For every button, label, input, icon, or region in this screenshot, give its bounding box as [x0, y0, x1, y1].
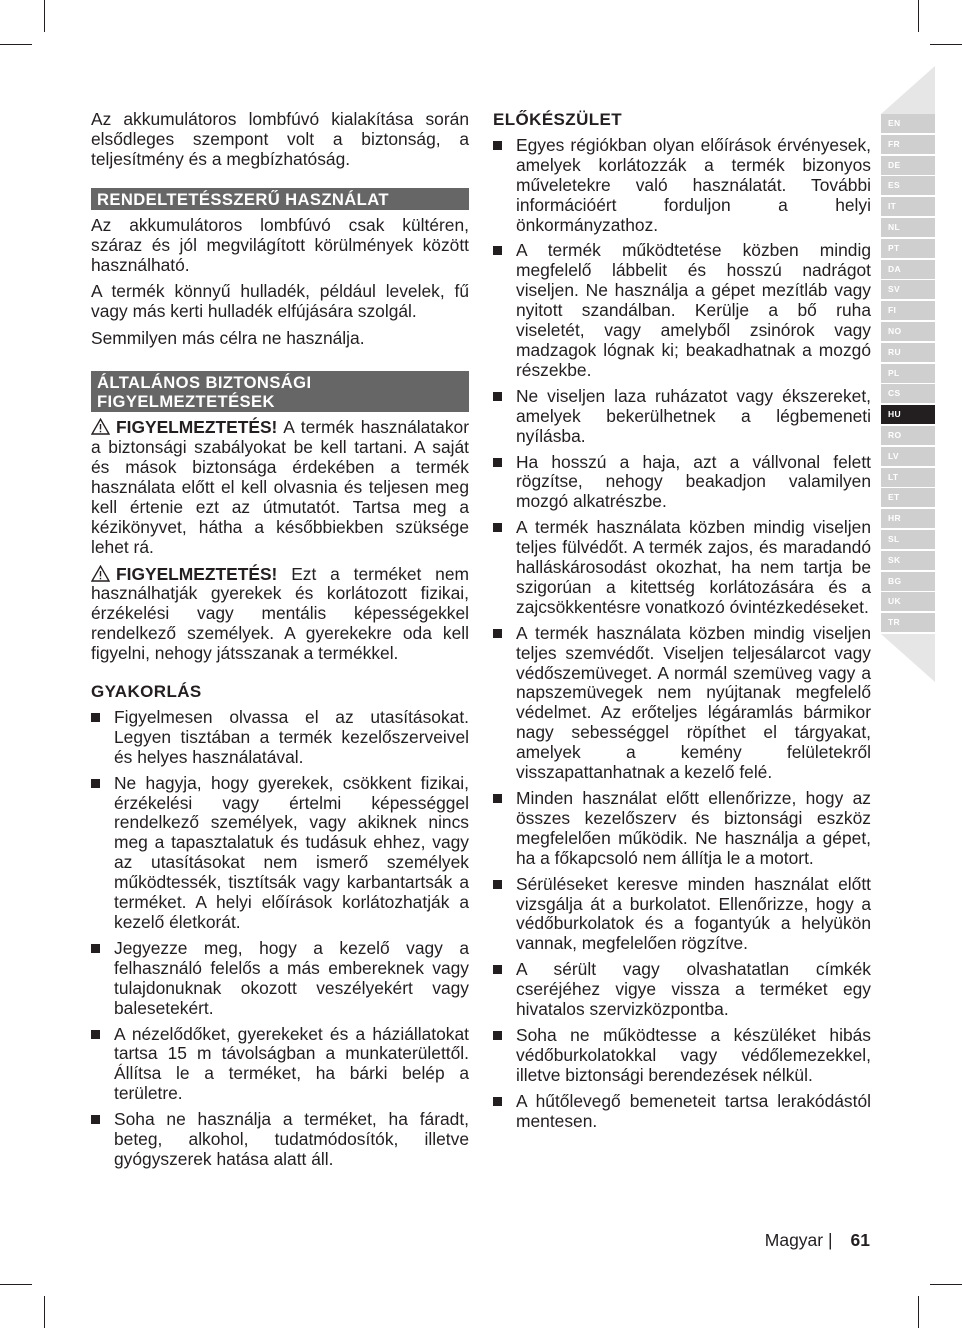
- left-column: [91, 110, 469, 1176]
- intro-paragraph: Az akkumulátoros lombfúvó kialakítása során elsődleges szempont volt a biztonság, a teljesítmény és a megbízhatóság.: [91, 109, 469, 169]
- bullet-square-icon: [91, 713, 100, 722]
- list-item: [91, 1025, 469, 1105]
- language-tab-pt: [881, 239, 935, 258]
- language-tab-label: SK: [888, 554, 901, 565]
- language-tab-sv: [881, 280, 935, 299]
- section-heading-general-safety: [91, 371, 469, 412]
- crop-mark: [930, 44, 962, 45]
- list-item-text: A nézelődőket, gyerekeket és a háziállatokat tartsa 15 m távolságban a munkaterülettől. Állítsa le a terméket, ha bárki belép a területre.: [114, 1023, 469, 1104]
- warning-text: A termék használatakor a biztonsági szabályokat be kell tartani. A saját és mások biztonsága érdekében a termék használata előtt el kell olvasnia és teljesen meg kell értenie ezt az útmutatót. Tartsa meg a kézikönyvet, hátha a későbbiekben szüksége lehet rá.: [91, 417, 469, 557]
- list-item: [493, 518, 871, 618]
- bullet-square-icon: [493, 523, 502, 532]
- list-item: [493, 387, 871, 447]
- language-tab-lt: [881, 468, 935, 487]
- crop-mark: [0, 44, 32, 45]
- bullet-square-icon: [493, 1031, 502, 1040]
- preparation-list: [493, 136, 871, 1132]
- language-tab-ru: [881, 343, 935, 362]
- warning-triangle-icon: [91, 565, 110, 582]
- language-tab-label: PL: [888, 367, 900, 378]
- list-item-text: A termék használata közben mindig viseljen teljes fülvédőt. A termék zajos, és maradandó halláskárosodást okozhat, ha nem tartja be szigorúan a kitettség korlátozására és a zajcsökkentésre vonatkozó óvintézkedéseket.: [516, 517, 871, 617]
- language-tab-label: HU: [888, 409, 901, 420]
- list-item: [493, 624, 871, 783]
- language-tab-hu: [881, 405, 935, 424]
- bullet-square-icon: [493, 794, 502, 803]
- list-item-text: Jegyezze meg, hogy a kezelő vagy a felhasználó felelős a más embereknek vagy tulajdonuknak okozott veszélyekért vagy balesetekért.: [114, 937, 469, 1018]
- paragraph: A termék könnyű hulladék, például levelek, fű vagy más kerti hulladék elfújására szolgál.: [91, 281, 469, 322]
- footer-language: Magyar |: [764, 1230, 833, 1250]
- bullet-square-icon: [493, 392, 502, 401]
- bullet-square-icon: [493, 458, 502, 467]
- crop-mark: [0, 1284, 32, 1285]
- paragraph: Az akkumulátoros lombfúvó csak kültéren, száraz és jól megvilágított körülmények között használható.: [91, 214, 469, 275]
- language-tab-it: [881, 197, 935, 216]
- language-tab-uk: [881, 592, 935, 611]
- bullet-square-icon: [91, 944, 100, 953]
- language-tab-label: FI: [888, 305, 897, 316]
- bullet-square-icon: [493, 141, 502, 150]
- language-tab-nl: [881, 218, 935, 237]
- language-tab-pl: [881, 364, 935, 383]
- heading-line: FIGYELMEZTETÉSEK: [97, 392, 275, 412]
- right-column: [493, 110, 871, 1138]
- language-tab-no: [881, 322, 935, 341]
- language-tab-label: SV: [888, 284, 900, 295]
- list-item-text: Figyelmesen olvassa el az utasításokat. Legyen tisztában a termék kezelőszerveivel és helyes használatával.: [114, 706, 469, 767]
- language-tab-label: IT: [888, 201, 897, 212]
- bullet-square-icon: [493, 246, 502, 255]
- bullet-square-icon: [91, 1115, 100, 1124]
- language-tab-tr: [881, 613, 935, 632]
- language-tab-label: DE: [888, 159, 901, 170]
- list-item-text: A termék működtetése közben mindig megfelelő lábbelit és hosszú nadrágot viseljen. Ne használja a gépet mezítláb vagy nyitott szandálban. Kerülje a bő ruha viseletét, vagy amelyből zsinórok vagy madzagok lógnak ki; beakadhatnak a mozgó részekbe.: [516, 240, 871, 380]
- list-item: [493, 136, 871, 236]
- list-item: [493, 789, 871, 869]
- subheading-training: GYAKORLÁS: [91, 682, 202, 702]
- language-tab-bg: [881, 572, 935, 591]
- section-heading-intended-use: RENDELTETÉSSZERŰ HASZNÁLAT: [91, 188, 469, 210]
- crop-mark: [918, 0, 919, 32]
- list-item: [493, 1026, 871, 1086]
- paragraph: Semmilyen más célra ne használja.: [91, 328, 365, 349]
- list-item: [91, 939, 469, 1019]
- warning-paragraph: [91, 418, 469, 557]
- warning-title: FIGYELMEZTETÉS!: [116, 417, 278, 438]
- language-tab-label: BG: [888, 575, 902, 586]
- list-item: [91, 1110, 469, 1170]
- language-tab-label: PT: [888, 242, 900, 253]
- list-item: [493, 1092, 871, 1132]
- warning-title: FIGYELMEZTETÉS!: [116, 563, 278, 584]
- list-item-text: A termék használata közben mindig viseljen teljes szemvédőt. Viseljen teljesálarcot vagy védőszemüveget. A normál szemüveg vagy a napszemüvegek nem nyújtanak megfelelő védelmet. Az erőteljes légáramlás bármikor nagy sebességgel röpíthet el tárgyakat, amelyek a kemény felületekről visszapattanhatnak a kezelő felé.: [516, 622, 871, 783]
- warning-text: Ezt a terméket nem használhatják gyerekek és korlátozott fizikai, érzékelési vagy mentális képességekkel rendelkező személyek. A gyerekekre oda kell figyelni, nehogy játsszanak a termékkel.: [91, 563, 469, 664]
- language-tab-es: [881, 176, 935, 195]
- language-tab-en: [881, 114, 935, 133]
- language-tab-label: LT: [888, 471, 899, 482]
- list-item-text: Ha hosszú a haja, azt a vállvonal felett rögzítse, nehogy beakadjon valamilyen mozgó alkatrészbe.: [516, 451, 871, 512]
- language-tab-fi: [881, 301, 935, 320]
- language-tab-hr: [881, 509, 935, 528]
- bullet-square-icon: [493, 880, 502, 889]
- language-tab-label: CS: [888, 388, 901, 399]
- tab-triangle-bottom: [881, 634, 935, 682]
- training-list: [91, 708, 469, 1170]
- list-item: [493, 960, 871, 1020]
- language-tab-sl: [881, 530, 935, 549]
- bullet-square-icon: [91, 1030, 100, 1039]
- page-number: 61: [850, 1230, 870, 1250]
- list-item-text: Soha ne működtesse a készüléket hibás védőburkolatokkal vagy védőlemezekkel, illetve biztonsági berendezések nélkül.: [516, 1024, 871, 1085]
- list-item-text: Ne hagyja, hogy gyerekek, csökkent fizikai, érzékelési vagy értelmi képességgel rendelkező személyek, vagy akiknek nincs meg a tapasztalatuk és tudásuk ehhez, vagy az utasításokat nem ismerő személyek működtessék, tisztítsák vagy karbantartsák a terméket. A helyi előírások korlátozhatják a kezelő életkorát.: [114, 772, 469, 932]
- list-item-text: Minden használat előtt ellenőrizze, hogy az összes kezelőszerv és biztonsági eszköz megfelelően működik. Ne használja a gépet, ha a főkapcsoló nem állítja le a motort.: [516, 788, 871, 868]
- language-tab-label: RU: [888, 346, 901, 357]
- list-item: [493, 241, 871, 380]
- subheading-preparation: ELŐKÉSZÜLET: [493, 110, 623, 129]
- list-item-text: Soha ne használja a terméket, ha fáradt, beteg, alkohol, tudatmódosítók, illetve gyógyszerek hatása alatt áll.: [114, 1109, 469, 1169]
- list-item: [91, 774, 469, 933]
- language-tab-label: SL: [888, 534, 900, 544]
- list-item: [493, 453, 871, 513]
- language-tab-et: [881, 488, 935, 507]
- bullet-square-icon: [493, 1097, 502, 1106]
- language-tab-label: NL: [888, 222, 900, 232]
- list-item-text: A hűtőlevegő bemeneteit tartsa lerakódástól mentesen.: [516, 1090, 871, 1131]
- language-tab-label: HR: [888, 513, 901, 524]
- heading-line: ÁLTALÁNOS BIZTONSÁGI: [97, 373, 312, 393]
- language-tab-label: NO: [888, 326, 902, 336]
- language-tab-label: TR: [888, 617, 900, 628]
- crop-mark: [930, 1284, 962, 1285]
- list-item-text: Egyes régiókban olyan előírások érvényesek, amelyek korlátozzák a termék bizonyos műveletekre való használatát. További információért forduljon a helyi önkormányzathoz.: [516, 134, 871, 235]
- language-tab-sk: [881, 551, 935, 570]
- language-tab-cs: [881, 384, 935, 403]
- page-footer: [765, 1230, 870, 1251]
- bullet-square-icon: [493, 965, 502, 974]
- language-tab-label: ES: [888, 180, 900, 191]
- language-tab-label: RO: [888, 430, 902, 440]
- list-item-text: Ne viseljen laza ruházatot vagy ékszereket, amelyek bekerülhetnek a légbemeneti nyílásba.: [516, 385, 871, 446]
- tab-triangle-top: [881, 66, 935, 114]
- crop-mark: [44, 1296, 45, 1328]
- bullet-square-icon: [493, 629, 502, 638]
- language-tab-label: DA: [888, 263, 901, 274]
- list-item: [493, 875, 871, 955]
- crop-mark: [44, 0, 45, 32]
- language-tab-label: UK: [888, 596, 901, 607]
- language-tab-fr: [881, 135, 935, 154]
- language-tab-ro: [881, 426, 935, 445]
- crop-mark: [918, 1296, 919, 1328]
- language-tab-label: FR: [888, 138, 900, 149]
- language-tab-de: [881, 156, 935, 175]
- language-tab-label: ET: [888, 492, 900, 503]
- warning-paragraph: [91, 565, 469, 665]
- list-item-text: A sérült vagy olvashatatlan címkék cseréjéhez vigye vissza a terméket egy hivatalos szervizközpontba.: [516, 959, 871, 1020]
- language-tab-label: EN: [888, 118, 901, 128]
- language-tab-label: LV: [888, 450, 899, 461]
- list-item-text: Sérüléseket keresve minden használat előtt vizsgálja át a burkolatot. Ellenőrizze, hogy a védőburkolatok és a fogantyúk a helyükön vannak, megfelelően rögzítve.: [516, 873, 871, 954]
- language-tab-lv: [881, 447, 935, 466]
- warning-triangle-icon: [91, 418, 110, 435]
- list-item: [91, 708, 469, 768]
- bullet-square-icon: [91, 779, 100, 788]
- language-tab-da: [881, 260, 935, 279]
